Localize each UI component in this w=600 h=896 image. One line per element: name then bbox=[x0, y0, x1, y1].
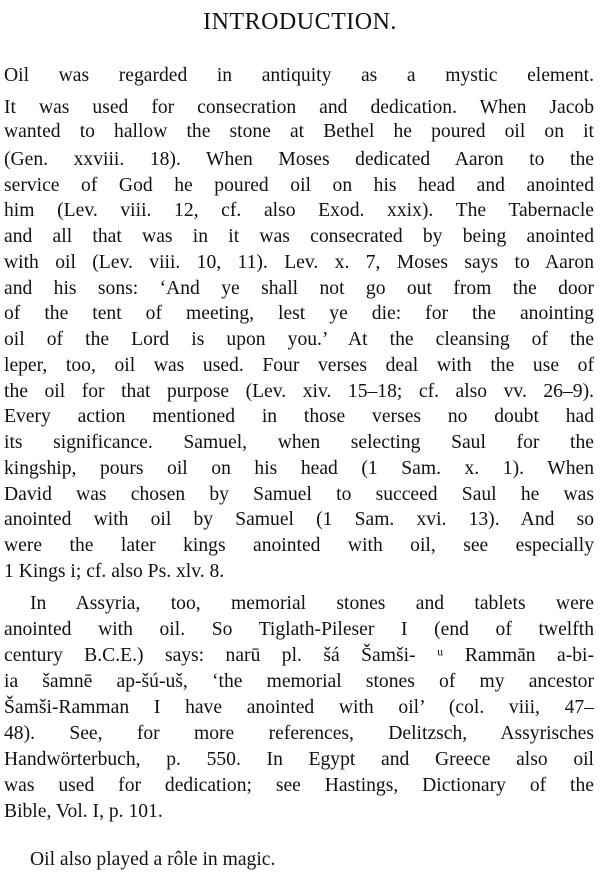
text-line: In Assyria, too, memorial stones and tablets were bbox=[30, 593, 594, 614]
text-line: with oil (Lev. viii. 10, 11). Lev. x. 7, Moses says to Aaron bbox=[4, 252, 594, 273]
text-line: Bible, Vol. I, p. 101. bbox=[4, 801, 163, 822]
text-line: Every action mentioned in those verses no doubt had bbox=[4, 406, 594, 427]
text-line: the oil for that purpose (Lev. xiv. 15–18; cf. also vv. 26–9). bbox=[4, 381, 594, 402]
text-line: 1 Kings i; cf. also Ps. xlv. 8. bbox=[4, 561, 225, 582]
text-line: was used for dedication; see Hastings, Dictionary of the bbox=[4, 775, 594, 796]
text-line: It was used for consecration and dedication. When Jacob bbox=[4, 97, 594, 118]
text-line: century B.C.E.) says: narū pl. šá Šamši- ᵘ Rammān a-bi- bbox=[4, 645, 594, 666]
text-line: and his sons: ‘And ye shall not go out from the door bbox=[4, 278, 594, 299]
text-line: anointed with oil by Samuel (1 Sam. xvi. 13). And so bbox=[4, 509, 594, 530]
text-line: Oil also played a rôle in magic. bbox=[30, 849, 276, 870]
text-line: Handwörterbuch, p. 550. In Egypt and Greece also oil bbox=[4, 749, 594, 770]
text-line: 48). See, for more references, Delitzsch, Assyrisches bbox=[4, 723, 594, 744]
text-line: wanted to hallow the stone at Bethel he poured oil on it bbox=[4, 121, 594, 142]
text-line: its significance. Samuel, when selecting Saul for the bbox=[4, 432, 594, 453]
text-line: (Gen. xxviii. 18). When Moses dedicated Aaron to the bbox=[4, 149, 594, 170]
text-line: service of God he poured oil on his head and anointed bbox=[4, 175, 594, 196]
text-line: oil of the Lord is upon you.’ At the cleansing of the bbox=[4, 329, 594, 350]
text-line: anointed with oil. So Tiglath-Pileser I (end of twelfth bbox=[4, 619, 594, 640]
page-title: INTRODUCTION. bbox=[203, 9, 397, 35]
text-line: David was chosen by Samuel to succeed Saul he was bbox=[4, 484, 594, 505]
text-line: and all that was in it was consecrated by being anointed bbox=[4, 226, 594, 247]
text-line: leper, too, oil was used. Four verses deal with the use of bbox=[4, 355, 594, 376]
text-line: ia šamnē ap-šú-uš, ‘the memorial stones of my ancestor bbox=[4, 671, 594, 692]
text-line: of the tent of meeting, lest ye die: for the anointing bbox=[4, 303, 594, 324]
text-line: Šamši-Ramman I have anointed with oil’ (col. viii, 47– bbox=[4, 697, 594, 718]
text-line: kingship, pours oil on his head (1 Sam. x. 1). When bbox=[4, 458, 594, 479]
text-line: Oil was regarded in antiquity as a mystic element. bbox=[4, 65, 594, 86]
text-line: him (Lev. viii. 12, cf. also Exod. xxix). The Tabernacle bbox=[4, 200, 594, 221]
text-line: were the later kings anointed with oil, see especially bbox=[4, 535, 594, 556]
